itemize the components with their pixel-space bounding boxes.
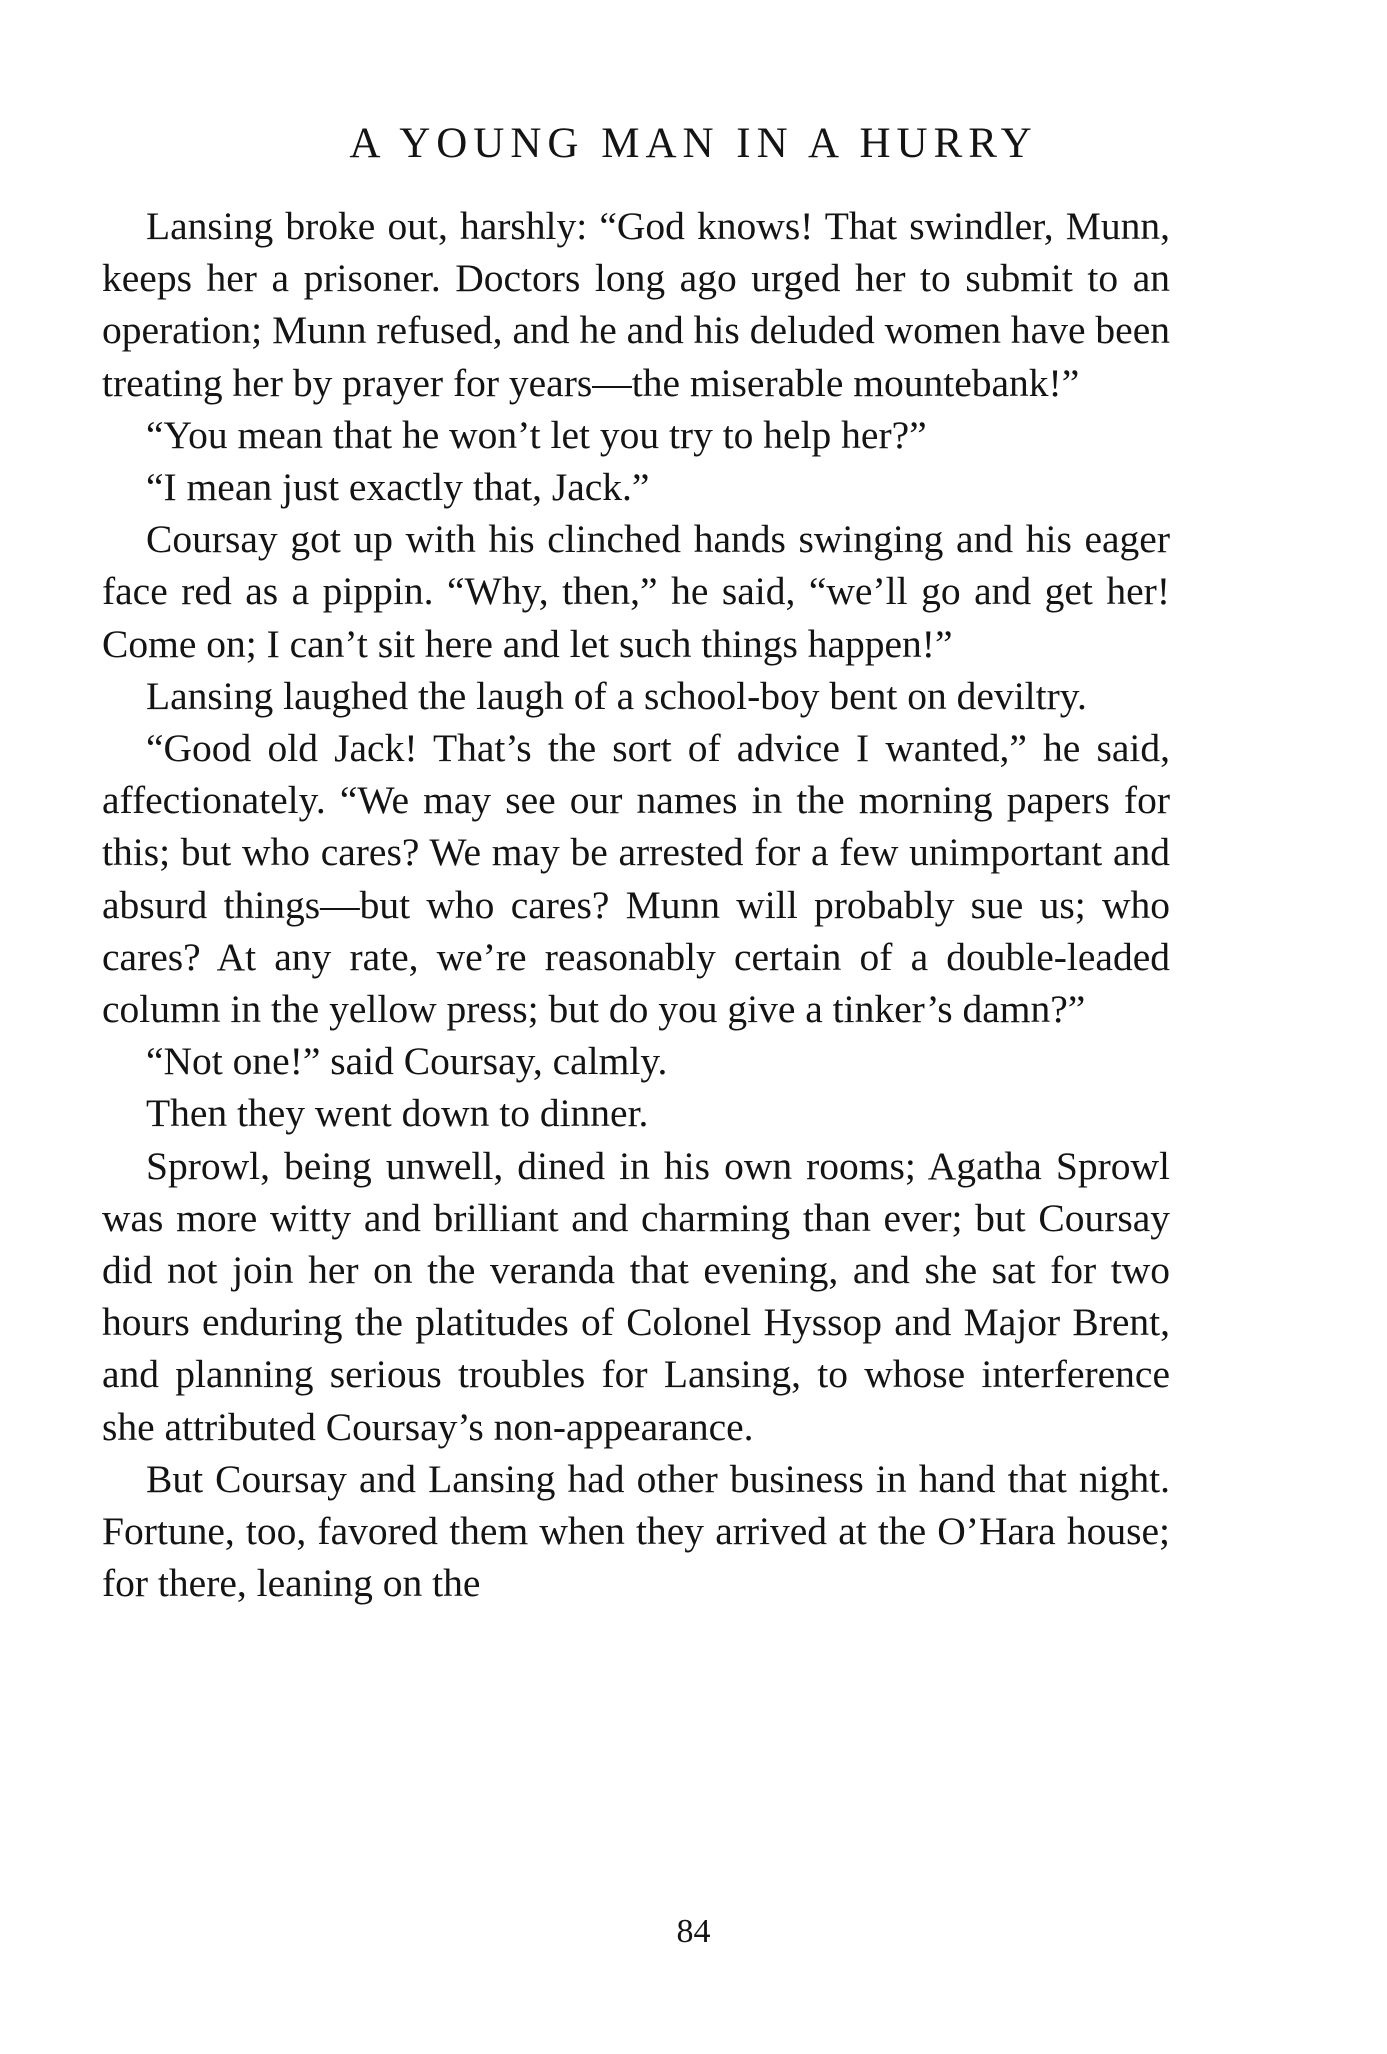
paragraph: Then they went down to dinner. [146,1091,649,1136]
paragraph: “I mean just exactly that, Jack.” [146,465,650,510]
paragraph: Lansing broke out, harshly: “God knows! That swindler, Munn, keeps her a prisoner. Doctors long ago urged her to submit to an operation; Munn refused, and he and his deluded women have been treating her by prayer for years—the miserable mountebank!” [102,204,1170,405]
paragraph: “Not one!” said Coursay, calmly. [146,1039,668,1084]
paragraph: Sprowl, being unwell, dined in his own rooms; Agatha Sprowl was more witty and brilliant and charming than ever; but Coursay did not join her on the veranda that evening, and she sat for two hours enduring the platitudes of Colonel Hyssop and Major Brent, and planning serious troubles for Lansing, to whose interference she attributed Coursay’s non-appearance. [102,1143,1170,1449]
paragraph: “Good old Jack! That’s the sort of advice I wanted,” he said, affectionately. “We may see our names in the morning papers for this; but who cares? We may be arrested for a few unimportant and absurd things—but who cares? Munn will probably sue us; who cares? At any rate, we’re reasonably certain of a double-leaded column in the yellow press; but do you give a tinker’s damn?” [102,726,1170,1032]
running-head: A YOUNG MAN IN A HURRY [349,120,1038,167]
body-text [102,200,1170,1609]
paragraph: Lansing laughed the laugh of a school-boy bent on deviltry. [146,673,1087,718]
page-number: 84 [676,1913,711,1950]
paragraph: “You mean that he won’t let you try to help her?” [146,412,927,457]
paragraph: But Coursay and Lansing had other business in hand that night. Fortune, too, favored them when they arrived at the O’Hara house; for there, leaning on the [102,1456,1170,1606]
paragraph: Coursay got up with his clinched hands swinging and his eager face red as a pippin. “Why, then,” he said, “we’ll go and get her! Come on; I can’t sit here and let such things happen!” [102,517,1170,666]
